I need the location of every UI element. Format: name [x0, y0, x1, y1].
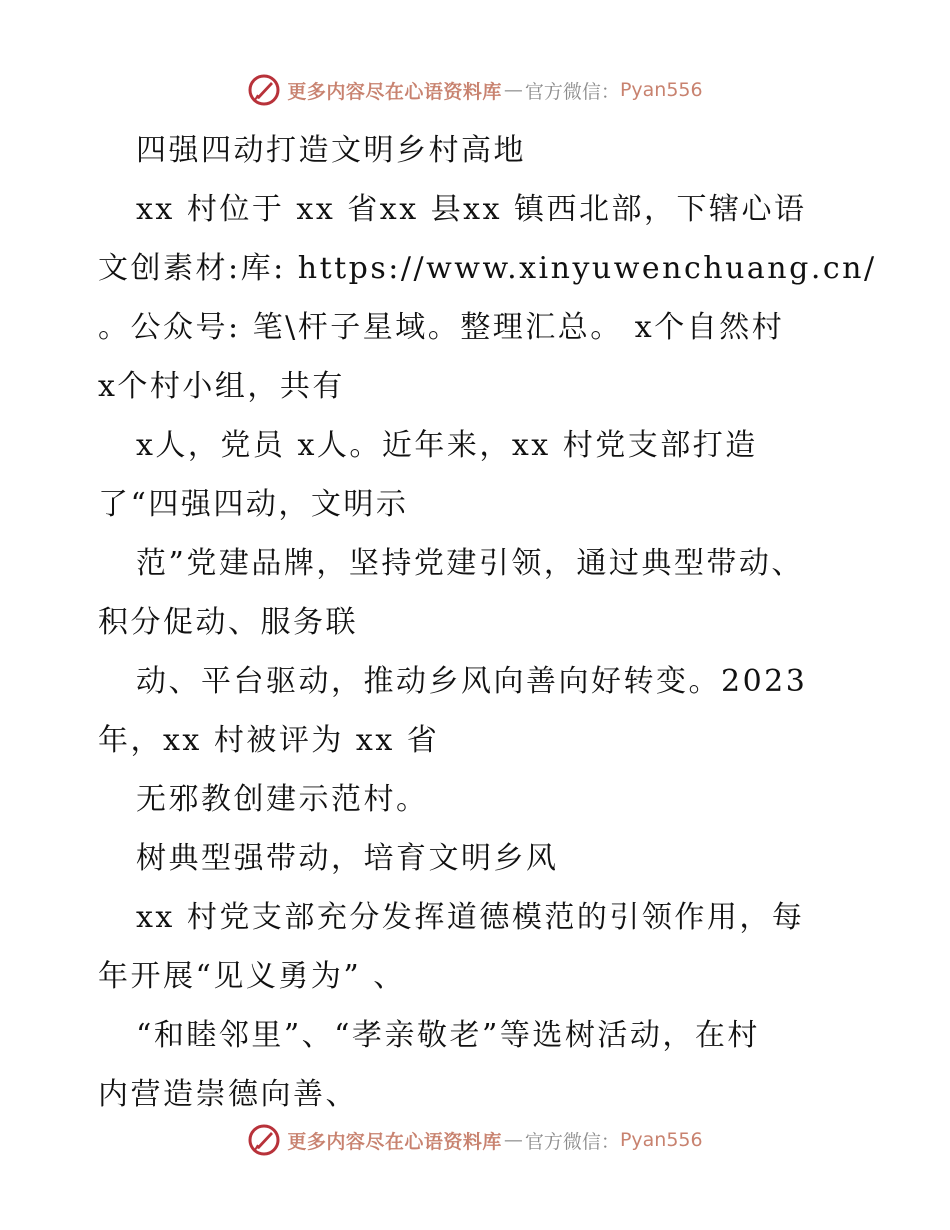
quill-circle-logo-icon: [247, 1123, 281, 1157]
text-line: 树典型强带动，培育文明乡风: [136, 841, 559, 876]
banner-separator: —: [503, 79, 523, 101]
text-line: 。公众号: 笔\杆子星域。整理汇总。 x个自然村: [98, 310, 785, 345]
text-line: 无邪教创建示范村。: [136, 782, 429, 817]
banner-slogan: 更多内容尽在心语资料库: [287, 80, 502, 103]
text-line: 四强四动打造文明乡村高地: [136, 133, 526, 168]
text-line: x人，党员 x人。近年来，xx 村党支部打造: [136, 428, 758, 463]
banner-wechat-handle: Pyan556: [619, 1129, 703, 1151]
text-line: 内营造崇德向善、: [98, 1077, 358, 1112]
text-line: 了“四强四动，文明示: [98, 487, 409, 522]
banner-wechat-handle: Pyan556: [619, 79, 703, 101]
text-line: 动、平台驱动，推动乡风向善向好转变。2023: [136, 664, 808, 699]
banner-separator: —: [503, 1129, 523, 1151]
text-line: xx 村党支部充分发挥道德模范的引领作用，每: [136, 900, 805, 935]
header-watermark-banner: [0, 70, 950, 110]
text-line: x个村小组，共有: [98, 369, 345, 404]
banner-slogan: 更多内容尽在心语资料库: [287, 1130, 502, 1153]
text-line: 积分促动、服务联: [98, 605, 358, 640]
quill-circle-logo-icon: [247, 73, 281, 107]
text-line: 年开展“见义勇为” 、: [98, 959, 406, 994]
text-line: 范”党建品牌，坚持党建引领，通过典型带动、: [136, 546, 804, 581]
text-line: 文创素材:库: https://www.xinyuwenchuang.cn/: [98, 251, 877, 286]
text-line: xx 村位于 xx 省xx 县xx 镇西北部，下辖心语: [136, 192, 807, 227]
document-body: [98, 121, 877, 1124]
banner-wechat-label: 官方微信：: [524, 1130, 620, 1153]
footer-watermark-banner: [0, 1120, 950, 1160]
text-line: 年，xx 村被评为 xx 省: [98, 723, 440, 758]
banner-wechat-label: 官方微信：: [524, 80, 620, 103]
text-line: “和睦邻里”、“孝亲敬老”等选树活动，在村: [136, 1018, 760, 1053]
